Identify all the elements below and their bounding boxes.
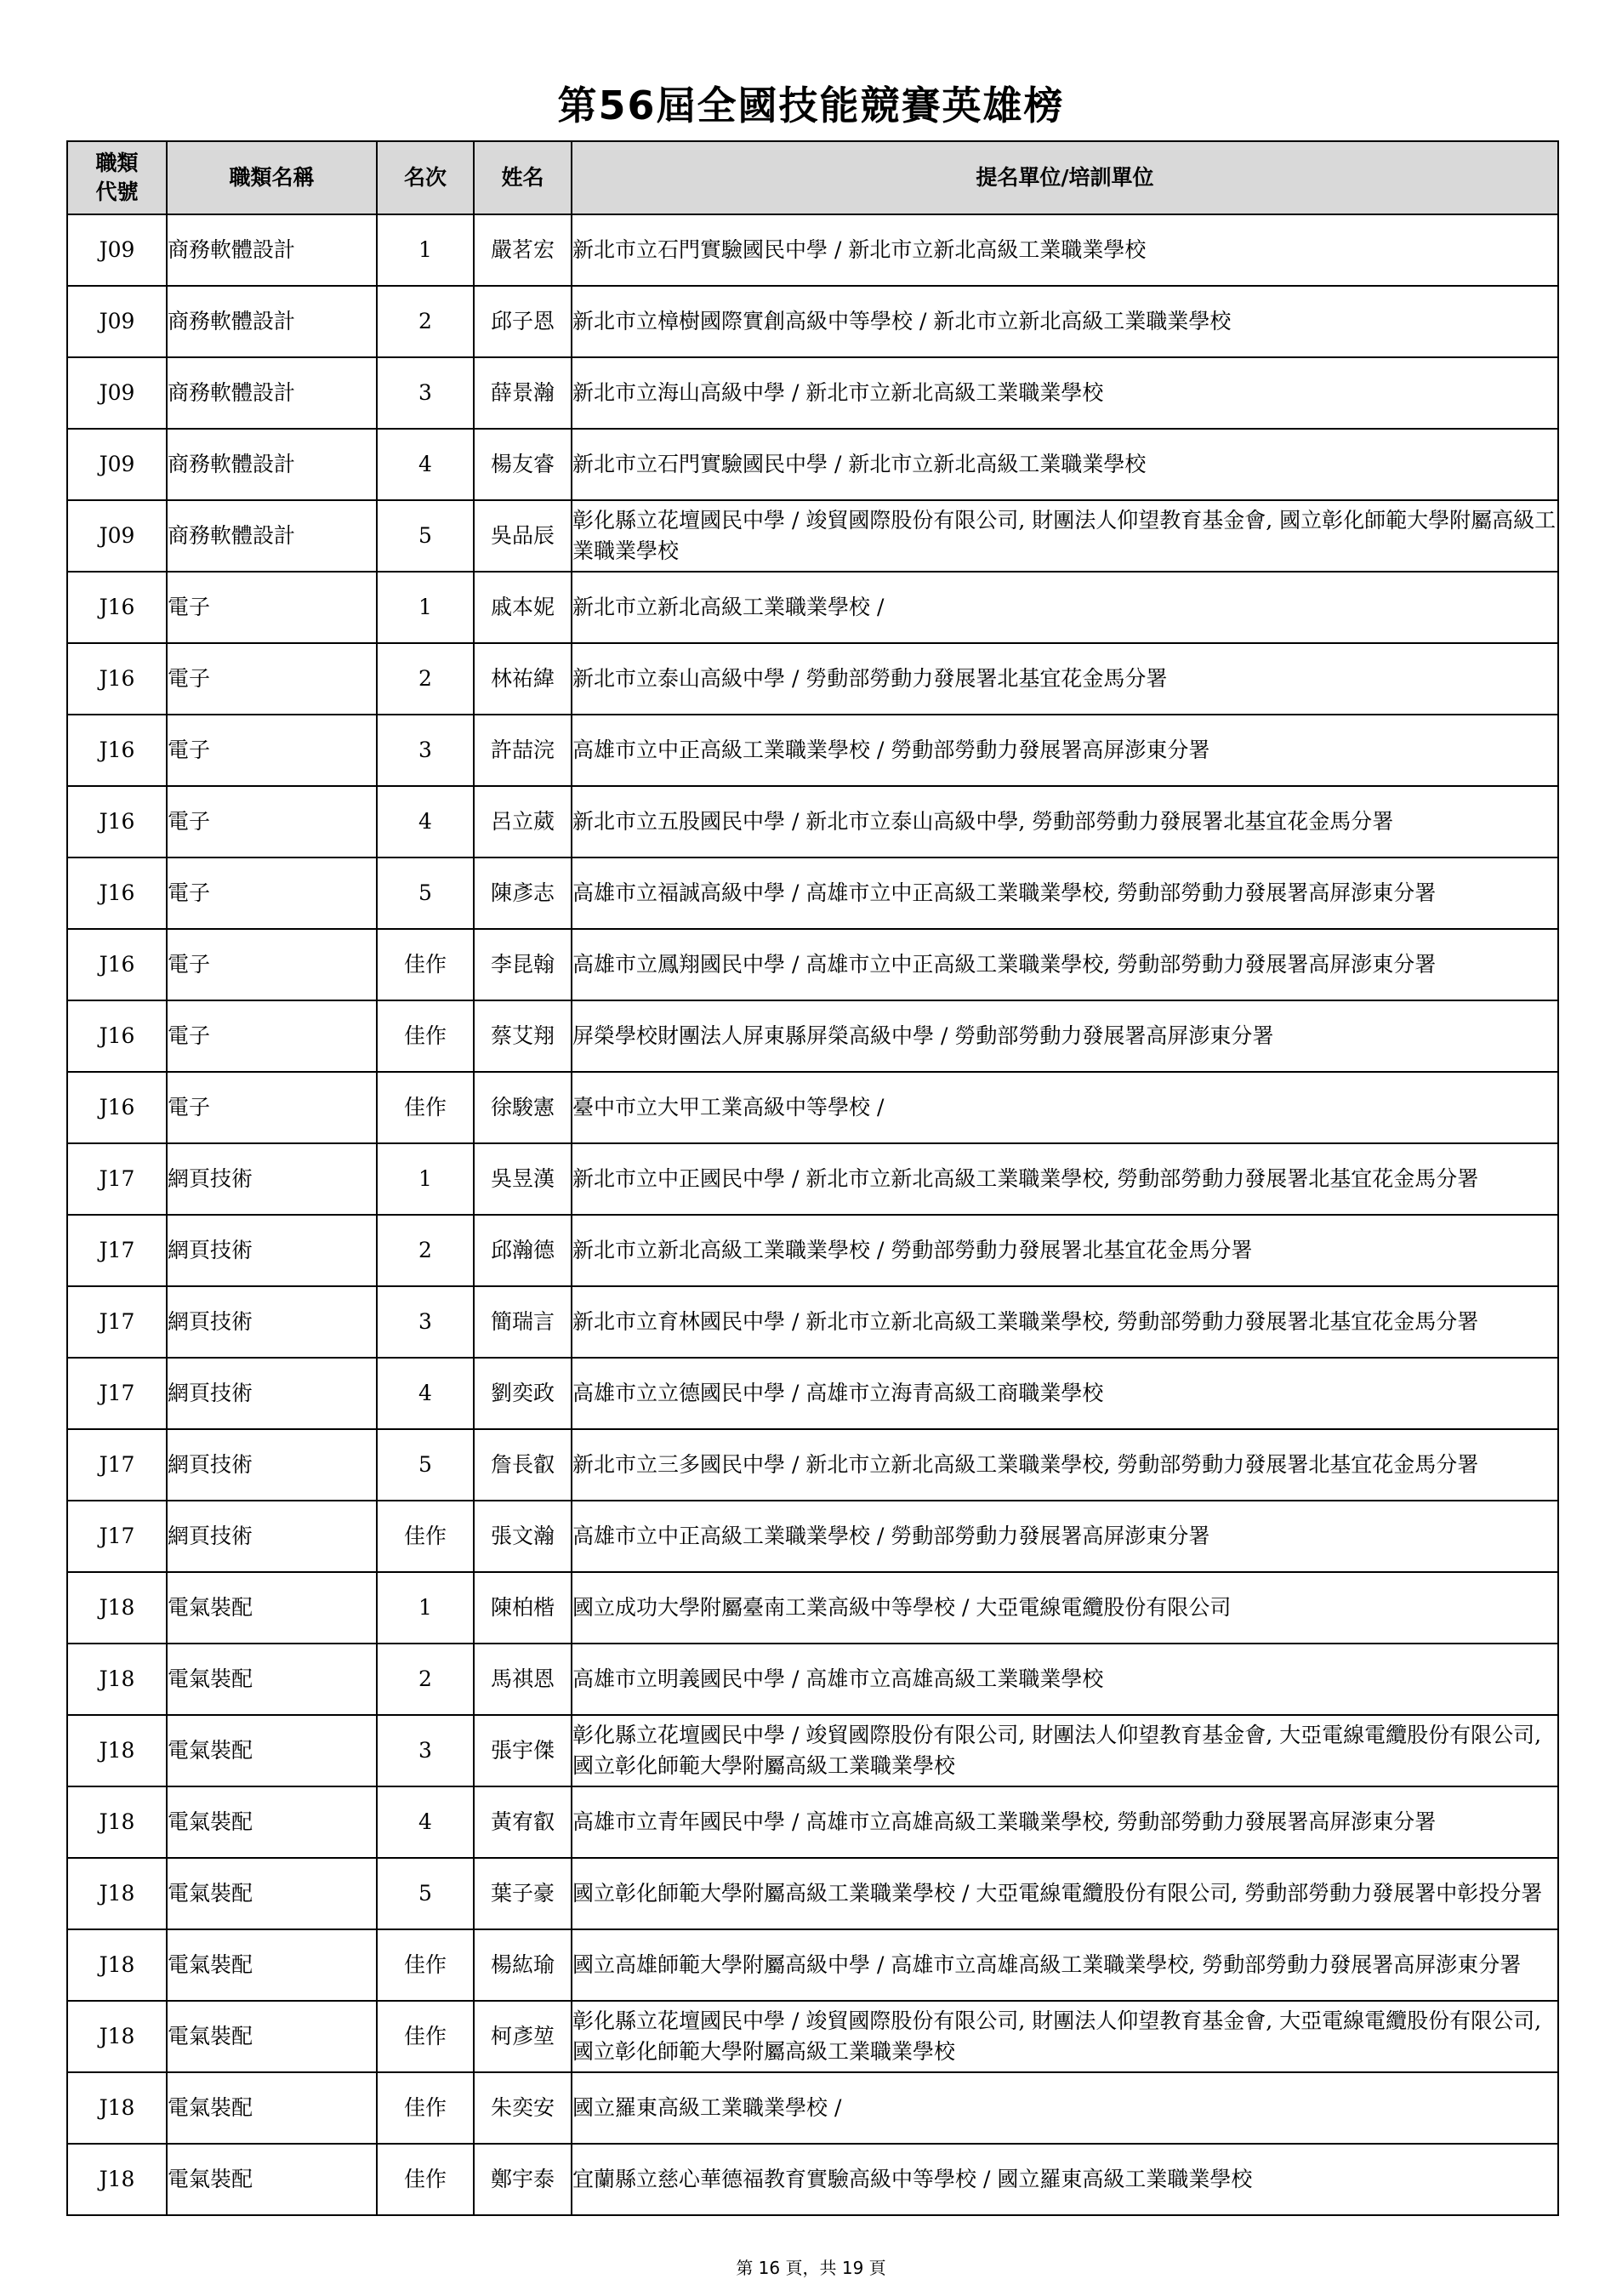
table-row [67, 1358, 1558, 1429]
category-cell: 商務軟體設計 [167, 357, 377, 429]
name-cell: 蔡艾翔 [474, 1000, 572, 1072]
table-row [67, 2072, 1558, 2144]
org-cell: 高雄市立鳳翔國民中學 / 高雄市立中正高級工業職業學校, 勞動部勞動力發展署高屏澎東分署 [572, 929, 1558, 1000]
table-row [67, 1072, 1558, 1143]
code-cell: J18 [67, 1644, 167, 1715]
code-cell: J09 [67, 214, 167, 286]
org-cell: 國立高雄師範大學附屬高級中學 / 高雄市立高雄高級工業職業學校, 勞動部勞動力發展署高屏澎東分署 [572, 1929, 1558, 2001]
code-cell: J17 [67, 1143, 167, 1215]
table-row [67, 1572, 1558, 1644]
table-row [67, 1215, 1558, 1286]
rank-cell: 4 [377, 429, 474, 500]
rank-cell: 3 [377, 1715, 474, 1786]
code-cell: J16 [67, 643, 167, 715]
category-cell: 電氣裝配 [167, 1858, 377, 1929]
name-cell: 邱子恩 [474, 286, 572, 357]
header-code: 職類代號 [67, 141, 167, 214]
header-org: 提名單位/培訓單位 [572, 141, 1558, 214]
name-cell: 葉子豪 [474, 1858, 572, 1929]
code-cell: J09 [67, 357, 167, 429]
category-cell: 電子 [167, 715, 377, 786]
name-cell: 楊紘瑜 [474, 1929, 572, 2001]
code-cell: J16 [67, 572, 167, 643]
category-cell: 商務軟體設計 [167, 500, 377, 572]
table-row [67, 1286, 1558, 1358]
name-cell: 薛景瀚 [474, 357, 572, 429]
rank-cell: 2 [377, 643, 474, 715]
table-row [67, 1715, 1558, 1786]
table-row [67, 1143, 1558, 1215]
category-cell: 電子 [167, 1000, 377, 1072]
table-row [67, 2001, 1558, 2072]
org-cell: 臺中市立大甲工業高級中等學校 / [572, 1072, 1558, 1143]
table-row [67, 572, 1558, 643]
code-cell: J16 [67, 1072, 167, 1143]
category-cell: 電氣裝配 [167, 2001, 377, 2072]
name-cell: 劉奕政 [474, 1358, 572, 1429]
code-cell: J17 [67, 1429, 167, 1501]
table-row [67, 1786, 1558, 1858]
code-cell: J18 [67, 1572, 167, 1644]
org-cell: 高雄市立中正高級工業職業學校 / 勞動部勞動力發展署高屏澎東分署 [572, 1501, 1558, 1572]
code-cell: J17 [67, 1215, 167, 1286]
rank-cell: 佳作 [377, 1501, 474, 1572]
name-cell: 戚本妮 [474, 572, 572, 643]
rank-cell: 佳作 [377, 2144, 474, 2215]
code-cell: J16 [67, 715, 167, 786]
table-row [67, 786, 1558, 857]
table-row [67, 214, 1558, 286]
org-cell: 新北市立中正國民中學 / 新北市立新北高級工業職業學校, 勞動部勞動力發展署北基宜花金馬分署 [572, 1143, 1558, 1215]
name-cell: 鄭宇泰 [474, 2144, 572, 2215]
table-row [67, 1501, 1558, 1572]
name-cell: 嚴茗宏 [474, 214, 572, 286]
table-row [67, 1858, 1558, 1929]
name-cell: 吳品辰 [474, 500, 572, 572]
rank-cell: 1 [377, 214, 474, 286]
code-cell: J17 [67, 1358, 167, 1429]
category-cell: 網頁技術 [167, 1286, 377, 1358]
org-cell: 新北市立樟樹國際實創高級中等學校 / 新北市立新北高級工業職業學校 [572, 286, 1558, 357]
category-cell: 電氣裝配 [167, 1572, 377, 1644]
name-cell: 陳柏楷 [474, 1572, 572, 1644]
name-cell: 李昆翰 [474, 929, 572, 1000]
category-cell: 網頁技術 [167, 1215, 377, 1286]
org-cell: 高雄市立福誠高級中學 / 高雄市立中正高級工業職業學校, 勞動部勞動力發展署高屏澎東分署 [572, 857, 1558, 929]
code-cell: J17 [67, 1501, 167, 1572]
category-cell: 電子 [167, 1072, 377, 1143]
code-cell: J09 [67, 500, 167, 572]
name-cell: 許喆浣 [474, 715, 572, 786]
rank-cell: 5 [377, 500, 474, 572]
org-cell: 高雄市立明義國民中學 / 高雄市立高雄高級工業職業學校 [572, 1644, 1558, 1715]
category-cell: 商務軟體設計 [167, 429, 377, 500]
name-cell: 陳彥志 [474, 857, 572, 929]
name-cell: 張宇傑 [474, 1715, 572, 1786]
category-cell: 電子 [167, 929, 377, 1000]
rank-cell: 佳作 [377, 2001, 474, 2072]
code-cell: J18 [67, 1929, 167, 2001]
code-cell: J16 [67, 786, 167, 857]
category-cell: 網頁技術 [167, 1501, 377, 1572]
code-cell: J18 [67, 1786, 167, 1858]
rank-cell: 4 [377, 786, 474, 857]
table-row [67, 500, 1558, 572]
org-cell: 國立成功大學附屬臺南工業高級中等學校 / 大亞電線電纜股份有限公司 [572, 1572, 1558, 1644]
table-header-row [67, 141, 1558, 214]
category-cell: 電氣裝配 [167, 2144, 377, 2215]
category-cell: 電氣裝配 [167, 1644, 377, 1715]
org-cell: 新北市立海山高級中學 / 新北市立新北高級工業職業學校 [572, 357, 1558, 429]
org-cell: 新北市立育林國民中學 / 新北市立新北高級工業職業學校, 勞動部勞動力發展署北基宜花金馬分署 [572, 1286, 1558, 1358]
name-cell: 簡瑞言 [474, 1286, 572, 1358]
header-rank: 名次 [377, 141, 474, 214]
org-cell: 國立彰化師範大學附屬高級工業職業學校 / 大亞電線電纜股份有限公司, 勞動部勞動力發展署中彰投分署 [572, 1858, 1558, 1929]
header-category: 職類名稱 [167, 141, 377, 214]
org-cell: 新北市立三多國民中學 / 新北市立新北高級工業職業學校, 勞動部勞動力發展署北基宜花金馬分署 [572, 1429, 1558, 1501]
rank-cell: 2 [377, 1215, 474, 1286]
code-cell: J18 [67, 1715, 167, 1786]
org-cell: 新北市立石門實驗國民中學 / 新北市立新北高級工業職業學校 [572, 214, 1558, 286]
table-row [67, 715, 1558, 786]
rank-cell: 佳作 [377, 1929, 474, 2001]
table-row [67, 1644, 1558, 1715]
rank-cell: 佳作 [377, 929, 474, 1000]
table-row [67, 857, 1558, 929]
table-row [67, 929, 1558, 1000]
rank-cell: 5 [377, 857, 474, 929]
name-cell: 呂立葳 [474, 786, 572, 857]
code-cell: J18 [67, 1858, 167, 1929]
rank-cell: 3 [377, 357, 474, 429]
name-cell: 楊友睿 [474, 429, 572, 500]
org-cell: 新北市立五股國民中學 / 新北市立泰山高級中學, 勞動部勞動力發展署北基宜花金馬分署 [572, 786, 1558, 857]
table-row [67, 357, 1558, 429]
name-cell: 林祐緯 [474, 643, 572, 715]
category-cell: 網頁技術 [167, 1143, 377, 1215]
rank-cell: 3 [377, 715, 474, 786]
category-cell: 電氣裝配 [167, 1715, 377, 1786]
org-cell: 高雄市立青年國民中學 / 高雄市立高雄高級工業職業學校, 勞動部勞動力發展署高屏澎東分署 [572, 1786, 1558, 1858]
category-cell: 電氣裝配 [167, 2072, 377, 2144]
category-cell: 商務軟體設計 [167, 214, 377, 286]
category-cell: 電子 [167, 643, 377, 715]
org-cell: 高雄市立立德國民中學 / 高雄市立海青高級工商職業學校 [572, 1358, 1558, 1429]
name-cell: 黃宥叡 [474, 1786, 572, 1858]
table-row [67, 643, 1558, 715]
rank-cell: 佳作 [377, 2072, 474, 2144]
rank-cell: 2 [377, 286, 474, 357]
name-cell: 張文瀚 [474, 1501, 572, 1572]
name-cell: 詹長叡 [474, 1429, 572, 1501]
table-row [67, 429, 1558, 500]
org-cell: 新北市立石門實驗國民中學 / 新北市立新北高級工業職業學校 [572, 429, 1558, 500]
code-cell: J16 [67, 929, 167, 1000]
code-cell: J09 [67, 429, 167, 500]
org-cell: 新北市立泰山高級中學 / 勞動部勞動力發展署北基宜花金馬分署 [572, 643, 1558, 715]
table-row [67, 1000, 1558, 1072]
rank-cell: 3 [377, 1286, 474, 1358]
name-cell: 朱奕安 [474, 2072, 572, 2144]
org-cell: 宜蘭縣立慈心華德福教育實驗高級中等學校 / 國立羅東高級工業職業學校 [572, 2144, 1558, 2215]
table-row [67, 1929, 1558, 2001]
name-cell: 吳昱漢 [474, 1143, 572, 1215]
rank-cell: 5 [377, 1429, 474, 1501]
rank-cell: 1 [377, 572, 474, 643]
code-cell: J18 [67, 2072, 167, 2144]
rank-cell: 佳作 [377, 1072, 474, 1143]
code-cell: J17 [67, 1286, 167, 1358]
code-cell: J09 [67, 286, 167, 357]
org-cell: 新北市立新北高級工業職業學校 / 勞動部勞動力發展署北基宜花金馬分署 [572, 1215, 1558, 1286]
org-cell: 國立羅東高級工業職業學校 / [572, 2072, 1558, 2144]
name-cell: 柯彥堃 [474, 2001, 572, 2072]
category-cell: 商務軟體設計 [167, 286, 377, 357]
org-cell: 彰化縣立花壇國民中學 / 竣貿國際股份有限公司, 財團法人仰望教育基金會, 大亞電線電纜股份有限公司, 國立彰化師範大學附屬高級工業職業學校 [572, 2001, 1558, 2072]
org-cell: 屏榮學校財團法人屏東縣屏榮高級中學 / 勞動部勞動力發展署高屏澎東分署 [572, 1000, 1558, 1072]
category-cell: 電氣裝配 [167, 1786, 377, 1858]
org-cell: 新北市立新北高級工業職業學校 / [572, 572, 1558, 643]
org-cell: 彰化縣立花壇國民中學 / 竣貿國際股份有限公司, 財團法人仰望教育基金會, 大亞電線電纜股份有限公司, 國立彰化師範大學附屬高級工業職業學校 [572, 1715, 1558, 1786]
name-cell: 徐駿憲 [474, 1072, 572, 1143]
rank-cell: 1 [377, 1143, 474, 1215]
table-row [67, 286, 1558, 357]
code-cell: J18 [67, 2144, 167, 2215]
rank-cell: 4 [377, 1786, 474, 1858]
category-cell: 電子 [167, 857, 377, 929]
name-cell: 邱瀚德 [474, 1215, 572, 1286]
category-cell: 電子 [167, 572, 377, 643]
header-name: 姓名 [474, 141, 572, 214]
table-row [67, 1429, 1558, 1501]
rank-cell: 佳作 [377, 1000, 474, 1072]
results-table [66, 140, 1559, 2216]
category-cell: 網頁技術 [167, 1358, 377, 1429]
org-cell: 彰化縣立花壇國民中學 / 竣貿國際股份有限公司, 財團法人仰望教育基金會, 國立彰化師範大學附屬高級工業職業學校 [572, 500, 1558, 572]
org-cell: 高雄市立中正高級工業職業學校 / 勞動部勞動力發展署高屏澎東分署 [572, 715, 1558, 786]
category-cell: 網頁技術 [167, 1429, 377, 1501]
page-footer: 第 16 頁，共 19 頁 [736, 2258, 886, 2278]
category-cell: 電氣裝配 [167, 1929, 377, 2001]
code-cell: J16 [67, 1000, 167, 1072]
name-cell: 馬祺恩 [474, 1644, 572, 1715]
rank-cell: 1 [377, 1572, 474, 1644]
page-title: 第56屆全國技能競賽英雄榜 [557, 83, 1065, 128]
table-row [67, 2144, 1558, 2215]
code-cell: J18 [67, 2001, 167, 2072]
category-cell: 電子 [167, 786, 377, 857]
rank-cell: 4 [377, 1358, 474, 1429]
rank-cell: 2 [377, 1644, 474, 1715]
code-cell: J16 [67, 857, 167, 929]
rank-cell: 5 [377, 1858, 474, 1929]
